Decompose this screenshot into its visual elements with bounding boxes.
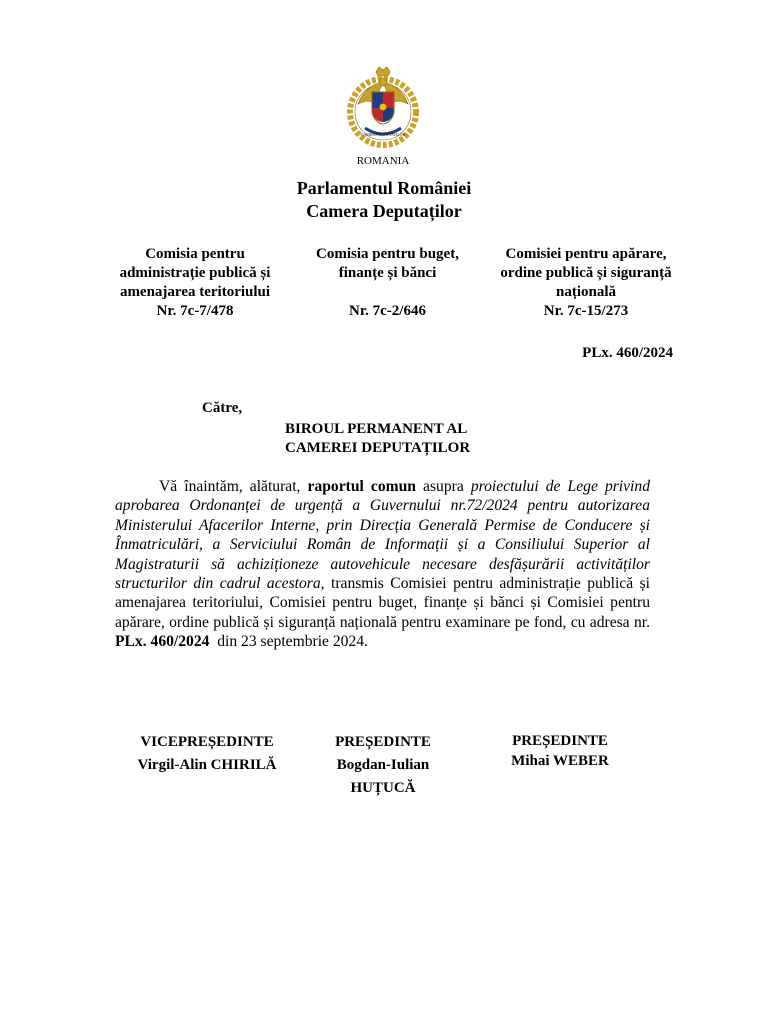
emblem-caption: ROMANIA <box>356 155 410 167</box>
salutation: Către, <box>202 400 243 416</box>
romania-coat-of-arms-logo <box>338 66 428 170</box>
signatory-president-1 <box>318 731 448 800</box>
committee-defence: Comisiei pentru apărare, ordine publică și siguranță națională Nr. 7c-15/273 <box>486 245 686 321</box>
signatory-name: Virgil-Alin CHIRILĂ <box>137 757 277 773</box>
signatory-role: PREȘEDINTE <box>335 734 431 750</box>
document-reference: PLx. 460/2024 <box>582 345 673 361</box>
signatory-surname: HUȚUCĂ <box>350 780 416 796</box>
signatory-vice-president <box>122 731 292 777</box>
committee-number: Nr. 7c-2/646 <box>349 303 426 319</box>
chamber-name: Camera Deputaților <box>306 201 462 221</box>
committee-budget: Comisia pentru buget, finanțe și bănci Nr. 7c-2/646 <box>300 245 475 321</box>
coat-of-arms-icon <box>338 66 428 170</box>
signatory-president-2 <box>490 731 630 771</box>
address-reference: PLx. 460/2024 <box>115 633 210 651</box>
signatory-role: VICEPREȘEDINTE <box>140 734 274 750</box>
committee-number: Nr. 7c-7/478 <box>156 303 234 319</box>
institution-header <box>0 177 768 223</box>
signatory-role: PREȘEDINTE <box>512 733 608 749</box>
recipient: BIROUL PERMANENT AL CAMEREI DEPUTAȚILOR <box>285 421 471 456</box>
signatory-name: Mihai WEBER <box>511 753 609 769</box>
svg-text:CAMERA DEPUTATILOR: CAMERA DEPUTATILOR <box>360 132 406 137</box>
parliament-name: Parlamentul României <box>296 178 472 198</box>
project-title: proiectului de Lege privind aprobarea Ordonanței de urgență a Guvernului nr.72/2024 pentru autorizarea Ministerului Afacerilor Interne, prin Direcția Generală Permise de Conducere și Înmatriculări, a Serviciului Român de Informații și a Consiliului Superior al Magistraturii să achiziționeze autovehicule necesare desfășurării activităților structurilor din cadrul acestora <box>115 478 650 593</box>
signatory-name: Bogdan-Iulian <box>336 757 430 773</box>
committee-number: Nr. 7c-15/273 <box>543 303 629 319</box>
committee-administration: Comisia pentru administrație publică și amenajarea teritoriului Nr. 7c-7/478 <box>105 245 285 321</box>
body-paragraph: Vă înaintăm, alăturat, raportul comun asupra proiectului de Lege privind aprobarea Ordonanței de urgență a Guvernului nr.72/2024 pentru autorizarea Ministerului Afacerilor Interne, prin Direcția Generală Permise de Conducere și Înmatriculări, a Serviciului Român de Informații și a Consiliului Superior al Magistraturii să achiziționeze autovehicule necesare desfășurării activităților structurilor din cadrul acestora, transmis Comisiei pentru administrație publică și amenajarea teritoriului, Comisiei pentru buget, finanțe și bănci și Comisiei pentru apărare, ordine publică și siguranță națională pentru examinare pe fond, cu adresa nr. PLx. 460/2024 din 23 septembrie 2024. <box>115 478 650 651</box>
report-label: raportul comun <box>307 478 416 495</box>
